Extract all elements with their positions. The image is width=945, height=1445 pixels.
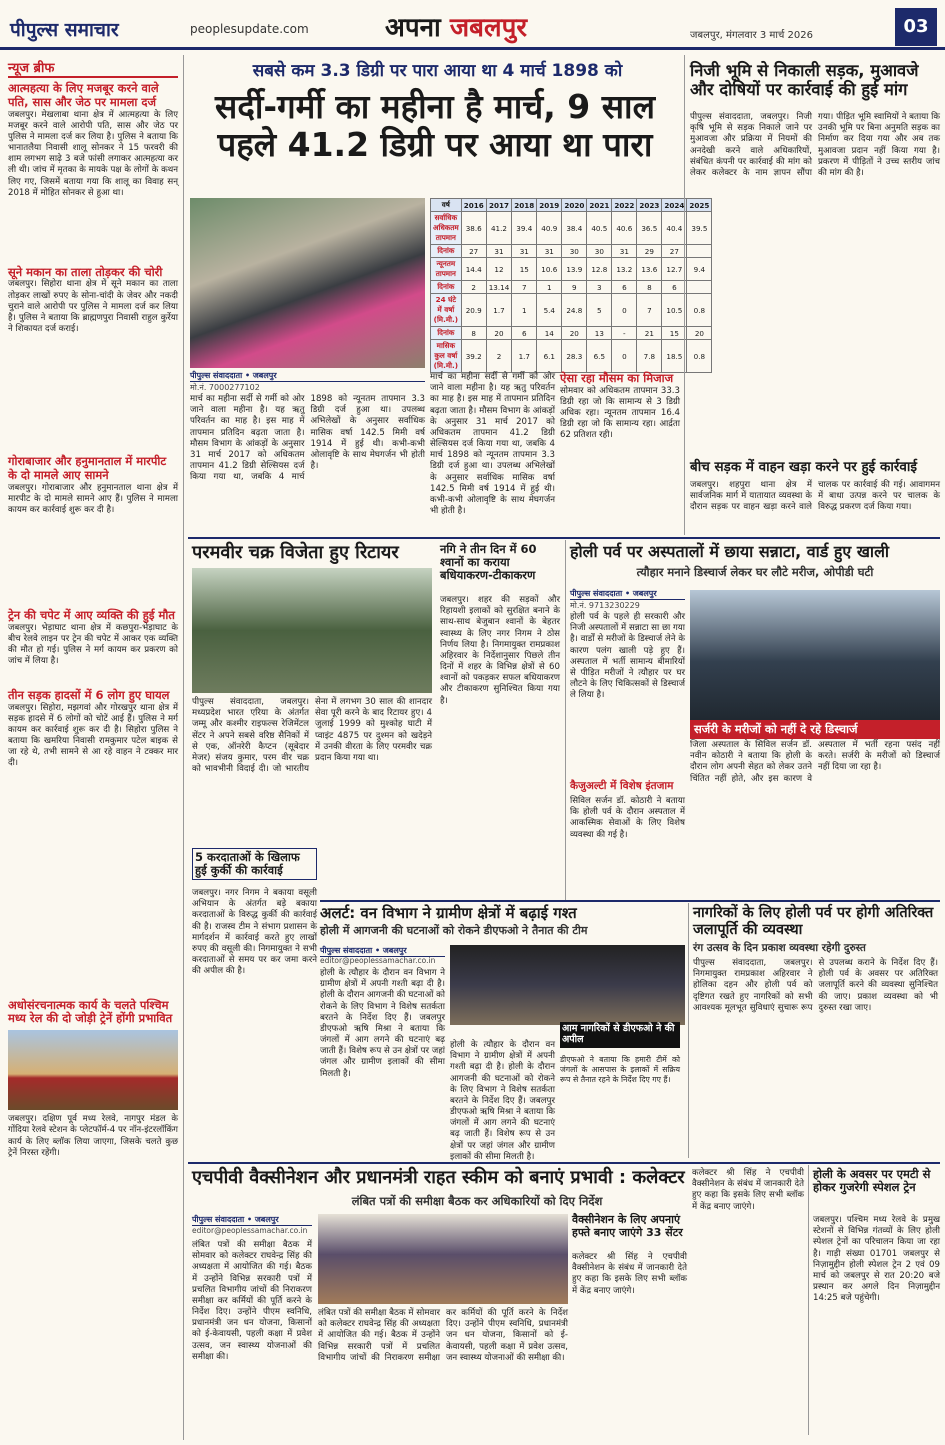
weather-table-cell: 15 [512, 258, 537, 281]
weather-table-cell: 6 [662, 281, 687, 294]
lead-headline-line1: सर्दी-गर्मी का महीना है मार्च, 9 साल [215, 87, 655, 126]
weather-table-row [431, 281, 712, 294]
weather-table-cell: 9.4 [687, 258, 712, 281]
weather-table-cell: 6 [612, 281, 637, 294]
weather-table-cell: 13 [587, 327, 612, 340]
news-brief-label: न्यूज ब्रीफ [8, 58, 178, 78]
weather-table-cell: - [612, 327, 637, 340]
tax-headline: 5 करदाताओं के खिलाफ हुई कुर्की की कार्रवाई [192, 848, 317, 880]
weather-table [430, 198, 712, 373]
lead-byline: पीपुल्स संवाददाता • जबलपुर [190, 370, 425, 382]
brief-headline: गोराबाजार और हनुमानताल में मारपीट के दो मामले आए सामने [8, 454, 167, 483]
weather-table-cell: 31 [612, 245, 637, 258]
weather-table-cell: 0 [612, 340, 637, 373]
weather-table-year: 2023 [637, 199, 662, 212]
weather-table-label: दिनांक [431, 281, 462, 294]
weather-table-year: 2025 [687, 199, 712, 212]
weather-table-cell: 5.4 [537, 294, 562, 327]
hospital-caption: सर्जरी के मरीजों को नहीं दे रहे डिस्चार्ज [690, 720, 940, 739]
collector-byline: पीपुल्स संवाददाता • जबलपुर [192, 1214, 312, 1226]
weather-table-row [431, 245, 712, 258]
hospital-ward-photo [690, 590, 940, 720]
weather-table-cell: 8 [637, 281, 662, 294]
weather-table-year: 2020 [562, 199, 587, 212]
news-brief-column [8, 58, 178, 1438]
weather-side-box [560, 372, 680, 526]
weather-table-cell: 40.5 [587, 212, 612, 245]
weather-table-cell: 8 [461, 327, 486, 340]
weather-table-cell: 15 [662, 327, 687, 340]
weather-table-cell: 2 [461, 281, 486, 294]
section-divider [188, 1162, 940, 1164]
lead-photo [190, 198, 425, 368]
collector-subhead: लंबित पत्रों की समीक्षा बैठक कर अधिकारियों को दिए निर्देश [351, 1194, 603, 1208]
lead-headline-line2: पहले 41.2 डिग्री पर आया था पारा [217, 124, 653, 164]
lead-mobile: मो.नं. 7000277102 [190, 383, 260, 392]
forest-body: होली के त्यौहार के दौरान वन विभाग ने ग्रामीण क्षेत्रों में अपनी गश्ती बढ़ा दी है। होली के दौरान आगजनी की घटनाओं को रोकने के लिए विभाग ने विशेष सतर्कता बरतने के निर्देश दिए हैं। जबलपुर डीएफओ ऋषि मिश्रा ने बताया कि जंगलों में आग लगने की घटनाएं बढ़ जाती हैं। विशेष रूप से उन क्षेत्रों पर जहां जंगल और ग्रामीण इलाकों की सीमा मिलती है। [320, 968, 445, 1079]
weather-table-cell: 31 [486, 245, 512, 258]
weather-table-cell: 1.7 [486, 294, 512, 327]
weather-table-cell: 27 [662, 245, 687, 258]
weather-table-cell: 1 [537, 281, 562, 294]
weather-table-cell: 7 [637, 294, 662, 327]
brief-body: जबलपुर। दक्षिण पूर्व मध्य रेलवे, नागपुर मंडल के गोंदिया रेलवे स्टेशन के प्लेटफॉर्म-4 पर नॉन-इंटरलॉकिंग कार्य के लिए ब्लॉक लिया जाएगा, जिसके चलते कुछ ट्रेनें निरस्त रहेंगी। [8, 1114, 178, 1158]
weather-table-cell: 2 [486, 340, 512, 373]
weather-table-cell: 40.6 [612, 212, 637, 245]
weather-table-cell: 28.3 [562, 340, 587, 373]
column-divider [684, 55, 685, 535]
weather-table-cell: 24.8 [562, 294, 587, 327]
weather-table-cell: 9 [562, 281, 587, 294]
land-sub-headline: बीच सड़क में वाहन खड़ा करने पर हुई कार्रवाई [690, 459, 917, 475]
weather-table-label: दिनांक [431, 327, 462, 340]
weather-table-row [431, 212, 712, 245]
weather-table-year: 2018 [512, 199, 537, 212]
weather-table-cell: 31 [537, 245, 562, 258]
lead-body-cont: मार्च का महीना सर्दी से गर्मी को ओर जाने वाला महीना है। यह ऋतु परिवर्तन का माह है। इस माह में तापमान प्रतिदिन बढ़ता जाता है। मौसम विभाग के आंकड़ों के अनुसार 31 मार्च 2017 को अधिकतम तापमान 41.2 डिग्री सेल्सियस दर्ज किया गया था, जबकि 4 मार्च 1898 को न्यूनतम तापमान 3.3 डिग्री दर्ज हुआ था। उपलब्ध अभिलेखों के अनुसार सर्वाधिक मासिक वर्षा 142.5 मिमी वर्ष 1914 में हुई थी। कभी-कभी ओलावृष्टि के साथ मेघगर्जन भी होती है। [430, 372, 555, 517]
newspaper-logo[interactable]: पीपुल्स समाचार [10, 19, 119, 41]
collector-email: editor@peoplessamachar.co.in [192, 1226, 308, 1235]
weather-table-cell: 27 [461, 245, 486, 258]
column-divider [183, 55, 184, 1440]
land-sub-body: जबलपुर। शहपुरा थाना क्षेत्र में सार्वजनिक मार्ग में यातायात व्यवस्था के दौरान सड़क पर वाहन खड़ा करने वाले चालक पर कार्रवाई की गई। आवागमन में बाधा उत्पन्न करने पर चालक के विरुद्ध प्रकरण दर्ज किया गया। [690, 480, 940, 513]
forest-subhead: होली में आगजनी की घटनाओं को रोकने डीएफओ ने तैनात की टीम [320, 924, 588, 937]
weather-table-cell: 7 [512, 281, 537, 294]
column-divider [565, 540, 566, 900]
weather-table-cell: 12 [486, 258, 512, 281]
water-body: पीपुल्स संवाददाता, जबलपुर। निगमायुक्त रामप्रकाश अहिरवार ने होलिका दहन और होली पर्व को दृष्टिगत रखते हुए नागरिकों को सभी आवश्यक मूलभूत सुविधाएं सुचारू रूप से उपलब्ध कराने के निर्देश दिए हैं। होली पर्व के अवसर पर अतिरिक्त जलापूर्ति करने की व्यवस्था सुनिश्चित की जाए। प्रकाश व्यवस्था को भी दुरुस्त रखा जाए। [693, 958, 938, 1013]
page-title [385, 8, 527, 44]
forest-caption-box [560, 1022, 680, 1048]
weather-table-year: 2022 [612, 199, 637, 212]
hospital-subhead: त्यौहार मनाने डिस्चार्ज लेकर घर लौटे मरीज, ओपीडी घटी [636, 565, 874, 579]
weather-table-cell: 7.8 [637, 340, 662, 373]
weather-table-cell: 29 [637, 245, 662, 258]
land-headline [690, 62, 940, 100]
retire-photo [192, 568, 432, 693]
weather-table-cell: 20 [486, 327, 512, 340]
collector-meeting-photo [318, 1214, 568, 1304]
weather-table-cell: 41.2 [486, 212, 512, 245]
collector-body: लंबित पत्रों की समीक्षा बैठक में सोमवार को कलेक्टर राघवेन्द्र सिंह की अध्यक्षता में आयोजित की गई। बैठक में उन्होंने विभिन्न सरकारी पत्रों में प्रचलित विभागीय जांचों की निराकरण समीक्षा कर कर्मियों की पूर्ति करने के निर्देश दिए। उन्होंने पीएम स्वनिधि, प्रधानमंत्री जन धन योजना, किसानों को ई-केवायसी, पहली कक्षा में प्रवेश उत्सव, जन स्वास्थ्य योजनाओं की समीक्षा की। [192, 1240, 312, 1362]
page-title-a: अपना [385, 13, 441, 43]
weather-table-cell: 20 [562, 327, 587, 340]
weather-table-year: 2024 [662, 199, 687, 212]
lead-headline [190, 88, 680, 164]
weather-table-cell: 13.9 [562, 258, 587, 281]
hospital-headline: होली पर्व पर अस्पतालों में छाया सन्नाटा, वार्ड हुए खाली [570, 542, 890, 561]
brief-headline: अधोसंरचनात्मक कार्य के चलते पश्चिम मध्य रेल की दो जोड़ी ट्रेनें होंगी प्रभावित [8, 997, 173, 1026]
dateline: जबलपुर, मंगलवार 3 मार्च 2026 [690, 30, 813, 41]
weather-table-year: 2021 [587, 199, 612, 212]
land-headline-line1: निजी भूमि से निकाली सड़क, मुआवजे [690, 61, 919, 80]
collector-body-right: कलेक्टर श्री सिंह ने एचपीवी वैक्सीनेशन के संबंध में जानकारी देते हुए कहा कि इसके लिए सभी ब्लॉक में केंद्र बनाए जाएंगे। [692, 1168, 804, 1212]
weather-table-cell: 38.4 [562, 212, 587, 245]
weather-table-cell: 13.14 [486, 281, 512, 294]
weather-table-cell: 0.8 [687, 340, 712, 373]
train-body: जबलपुर। पश्चिम मध्य रेलवे के प्रमुख स्टेशनों से विभिन्न गंतव्यों के लिए होली स्पेशल ट्रेनों का परिचालन किया जा रहा है। गाड़ी संख्या 01701 जबलपुर से निज़ामुद्दीन होली स्पेशल ट्रेन 2 एवं 09 मार्च को जबलपुर से रात 20:20 बजे प्रस्थान कर अगले दिन निज़ामुद्दीन 14:25 बजे पहुंचेगी। [813, 1215, 940, 1304]
weather-table-cell: 1.7 [512, 340, 537, 373]
weather-table-row [431, 327, 712, 340]
weather-table-cell: 14.4 [461, 258, 486, 281]
page-number: 03 [895, 8, 937, 46]
weather-table-cell: 12.7 [662, 258, 687, 281]
land-headline-line2: और दोषियों पर कार्रवाई की हुई मांग [690, 79, 908, 99]
weather-table-cell: 6 [512, 327, 537, 340]
weather-table-cell: 6.5 [587, 340, 612, 373]
weather-table-label: सर्वाधिक अधिकतम तापमान [431, 212, 462, 245]
hospital-byline: पीपुल्स संवाददाता • जबलपुर [570, 588, 685, 600]
brief-body: जबलपुर। सिहोरा, मझगवां और गोरखपुर थाना क्षेत्र में सड़क हादसे में 6 लोगों को चोटें आई हैं। पुलिस ने मर्ग कायम कर कार्रवाई शुरू कर दी है। सिहोरा पुलिस ने बताया कि खमरिया निवासी रामकुमार पटेल बाइक से जा रहे थे, तभी सामने से आ रहे वाहन ने टक्कर मार दी। [8, 702, 178, 769]
weather-table-cell: 20.9 [461, 294, 486, 327]
weather-table-year: 2017 [486, 199, 512, 212]
weather-table-year: वर्ष [431, 199, 462, 212]
tax-body: जबलपुर। नगर निगम ने बकाया वसूली अभियान के अंतर्गत बड़े बकाया करदाताओं के विरुद्ध कुर्की की कार्रवाई की है। राजस्व टीम ने संभाग प्रशासन के मार्गदर्शन में कार्रवाई करते हुए लाखों रुपए की वसूली की। निगमायुक्त ने सभी करदाताओं से समय पर कर जमा करने की अपील की है। [192, 888, 317, 977]
forest-caption-body: डीएफओ ने बताया कि हमारी टीमें को जंगलों के आसपास के इलाकों में सक्रिय रूप से तैनात रहने के निर्देश दिए गए हैं। [560, 1055, 680, 1085]
weather-table-label: न्यूनतम तापमान [431, 258, 462, 281]
column-divider [688, 903, 689, 1158]
weather-side-body: सोमवार को अधिकतम तापमान 33.3 डिग्री रहा जो कि सामान्य से 3 डिग्री अधिक रहा। न्यूनतम तापमान 16.4 डिग्री रहा जो कि सामान्य रहा। आर्द्रता 62 प्रतिशत रही। [560, 385, 680, 441]
weather-table-cell: 40.9 [537, 212, 562, 245]
site-url[interactable]: peoplesupdate.com [190, 22, 309, 36]
dogs-headline: नगि ने तीन दिन में 60 श्वानों का कराया बधियाकरण-टीकाकरण [440, 542, 537, 583]
weather-table-cell: 30 [587, 245, 612, 258]
train-photo [8, 1030, 178, 1110]
weather-table-cell: 39.4 [512, 212, 537, 245]
weather-table-cell: 0 [612, 294, 637, 327]
weather-side-headline: ऐसा रहा मौसम का मिजाज [560, 371, 674, 385]
water-headline: नागरिकों के लिए होली पर्व पर होगी अतिरिक्त जलापूर्ति की व्यवस्था [693, 905, 934, 938]
weather-table-row [431, 340, 712, 373]
weather-table-year: 2016 [461, 199, 486, 212]
collector-sub-body: कलेक्टर श्री सिंह ने एचपीवी वैक्सीनेशन के संबंध में जानकारी देते हुए कहा कि इसके लिए सभी ब्लॉक में केंद्र बनाए जाएंगे। [572, 1252, 687, 1296]
weather-table-cell: 40.4 [662, 212, 687, 245]
weather-table-cell: 39.5 [687, 212, 712, 245]
brief-headline: आत्महत्या के लिए मजबूर करने वाले पति, सास और जेठ पर मामला दर्ज [8, 81, 159, 109]
forest-caption-headline: आम नागरिकों से डीएफओ ने की अपील [562, 1023, 675, 1045]
weather-table-year: 2019 [537, 199, 562, 212]
weather-table-wrap [430, 198, 710, 370]
brief-body: जबलपुर। मेखलाबा थाना क्षेत्र में आत्महत्या के लिए मजबूर करने वाले आरोपी पति, सास और जेठ पर पुलिस ने मामला दर्ज कर लिया है। पुलिस ने बताया कि भानातलैया निवासी शालू सोनकर ने 15 फरवरी की शाम लगभग साढ़े 3 बजे फांसी लगाकर आत्महत्या कर ली थी। जांच में मृतका के मायके पक्ष के लोगों के कथन लिए गए, जिसमें बताया गया कि शालू का विवाह सन् 2018 में मोहित सोनकर से हुआ था। [8, 109, 178, 198]
weather-table-cell: 13.6 [637, 258, 662, 281]
train-headline: होली के अवसर पर एमटी से होकर गुजरेगी स्पेशल ट्रेन [813, 1167, 931, 1195]
hospital-right-body: जिला अस्पताल के सिविल सर्जन डॉ. नवीन कोठारी ने बताया कि होली के दौरान लोग अपनी सेहत को लेकर उतने चिंतित नहीं होते, और इस कारण वे अस्पताल में भर्ती रहना पसंद नहीं करते। सर्जरी के मरीजों को डिस्चार्ज नहीं दिया जा रहा है। [690, 740, 940, 784]
weather-table-cell: 31 [512, 245, 537, 258]
forest-email: editor@peoplessamachar.co.in [320, 956, 436, 965]
brief-headline: तीन सड़क हादसों में 6 लोग हुए घायल [8, 687, 170, 702]
weather-table-cell: 21 [637, 327, 662, 340]
brief-body: जबलपुर। सिहोरा थाना क्षेत्र में सूने मकान का ताला तोड़कर लाखों रुपए के सोना-चांदी के जेवर और नकदी चुराने वाले आरोपी पर पुलिस ने मामला दर्ज कर लिया है। पुलिस ने बताया कि ब्राह्मणपुरा निवासी राहुल कुर्रेया ने शिकायत दर्ज कराई। [8, 279, 178, 335]
forest-body-cont: होली के त्यौहार के दौरान वन विभाग ने ग्रामीण क्षेत्रों में अपनी गश्ती बढ़ा दी है। होली के दौरान आगजनी की घटनाओं को रोकने के लिए विभाग ने विशेष सतर्कता बरतने के निर्देश दिए हैं। जबलपुर डीएफओ ऋषि मिश्रा ने बताया कि जंगलों में आग लगने की घटनाएं बढ़ जाती हैं। विशेष रूप से उन क्षेत्रों पर जहां जंगल और ग्रामीण इलाकों की सीमा मिलती है। [450, 1040, 555, 1162]
retire-body: पीपुल्स संवाददाता, जबलपुर। मध्यप्रदेश भारत एरिया के अंतर्गत जम्मू और कश्मीर राइफल्स रेजिमेंटल सेंटर ने अपने सबसे वरिष्ठ सैनिकों में से एक, ऑनरेरी कैप्टन (सूबेदार मेजर) संजय कुमार, परम वीर चक्र को भावभीनी विदाई दी। जो भारतीय सेना में लगभग 30 साल की शानदार सेवा पूरी करने के बाद रिटायर हुए। 4 जुलाई 1999 को मुश्कोह घाटी में प्वाइंट 4875 पर दुश्मन को खदेड़ने में उनकी वीरता के लिए परमवीर चक्र प्रदान किया गया था। [192, 697, 432, 775]
weather-table-row [431, 294, 712, 327]
weather-table-cell: 39.2 [461, 340, 486, 373]
weather-table-cell: 1 [512, 294, 537, 327]
weather-table-label: दिनांक [431, 245, 462, 258]
section-divider [188, 537, 940, 539]
lead-body: मार्च का महीना सर्दी से गर्मी को ओर जाने वाला महीना है। यह ऋतु परिवर्तन का माह है। इस माह में तापमान प्रतिदिन बढ़ता जाता है। मौसम विभाग के आंकड़ों के अनुसार 31 मार्च 2017 को अधिकतम तापमान 41.2 डिग्री सेल्सियस दर्ज किया गया था, जबकि 4 मार्च 1898 को न्यूनतम तापमान 3.3 डिग्री दर्ज हुआ था। उपलब्ध अभिलेखों के अनुसार सर्वाधिक मासिक वर्षा 142.5 मिमी वर्ष 1914 में हुई थी। कभी-कभी ओलावृष्टि के साथ मेघगर्जन भी होती है। [190, 394, 425, 483]
weather-table-label: 24 घंटे में वर्षा (मि.मी.) [431, 294, 462, 327]
weather-table-cell: 5 [587, 294, 612, 327]
weather-table-label: मासिक कुल वर्षा (मि.मी.) [431, 340, 462, 373]
weather-table-cell: 6.1 [537, 340, 562, 373]
weather-table-cell: 10.5 [662, 294, 687, 327]
brief-headline: सूने मकान का ताला तोड़कर की चोरी [8, 264, 163, 279]
weather-table-cell: 14 [537, 327, 562, 340]
brief-body: जबलपुर। भेड़ाघाट थाना क्षेत्र में कछपुरा-भेड़ाघाट के बीच रेलवे लाइन पर ट्रेन की चपेट में आकर एक व्यक्ति की मौत हो गई। पुलिस ने मर्ग कायम कर प्रकरण को जांच में लिया है। [8, 622, 178, 667]
column-divider [808, 1165, 809, 1435]
weather-table-cell: 0.8 [687, 294, 712, 327]
retire-headline: परमवीर चक्र विजेता हुए रिटायर [192, 542, 399, 563]
collector-sub-headline: वैक्सीनेशन के लिए अपनाएं हफ्ते बनाए जाएंगे 33 सेंटर [572, 1213, 683, 1239]
weather-table-cell: 18.5 [662, 340, 687, 373]
land-body: पीपुल्स संवाददाता, जबलपुर। निजी कृषि भूमि से सड़क निकाले जाने पर मुआवजा और प्रक्रिया में नियमों की अनदेखी करने वाले अधिकारियों, संबंधित कंपनी पर कार्रवाई की मांग को लेकर कलेक्टर के नाम ज्ञापन सौंपा गया। पीड़ित भूमि स्वामियों ने बताया कि उनकी भूमि पर बिना अनुमति सड़क का निर्माण कर दिया गया और अब तक मुआवजा प्रदान नहीं किया गया है। प्रकरण में पीड़ितों ने उच्च स्तरीय जांच की मांग की है। [690, 112, 940, 178]
hospital-mobile: मो.नं. 9713230229 [570, 601, 640, 610]
weather-table-cell: 13.2 [612, 258, 637, 281]
water-subhead: रंग उत्सव के दिन प्रकाश व्यवस्था रहेगी दुरुस्त [693, 942, 866, 954]
weather-table-cell: 12.8 [587, 258, 612, 281]
weather-table-row [431, 258, 712, 281]
hospital-body: होली पर्व के पहले ही सरकारी और निजी अस्पतालों में सन्नाटा सा छा गया है। वार्डों से मरीजों के डिस्चार्ज लेने के कारण पलंग खाली पड़े हुए हैं। अस्पताल में भर्ती सामान्य बीमारियों से पीड़ित मरीजों ने त्यौहार पर घर लौटने के लिए चिकित्सकों से डिस्चार्ज ले लिया है। [570, 612, 685, 701]
hospital-sub-body: सिविल सर्जन डॉ. कोठारी ने बताया कि होली पर्व के दौरान अस्पताल में आकस्मिक सेवाओं के लिए विशेष व्यवस्था की गई है। [570, 796, 685, 840]
weather-table-header [431, 199, 712, 212]
page-title-b: जबलपुर [449, 13, 528, 43]
weather-table-cell: 38.6 [461, 212, 486, 245]
lead-kicker: सबसे कम 3.3 डिग्री पर पारा आया था 4 मार्च 1898 को [252, 61, 623, 81]
forest-team-photo [450, 945, 685, 1025]
weather-table-cell: 20 [687, 327, 712, 340]
section-divider [320, 900, 940, 902]
brief-body: जबलपुर। गोराबाजार और हनुमानताल थाना क्षेत्र में मारपीट के दो मामले सामने आए हैं। पुलिस ने मामला कायम कर कार्रवाई शुरू कर दी है। [8, 482, 178, 516]
weather-table-cell: 30 [562, 245, 587, 258]
weather-table-cell: 36.5 [637, 212, 662, 245]
hospital-sub-headline: कैजुअल्टी में विशेष इंतजाम [570, 780, 674, 792]
weather-table-cell: 3 [587, 281, 612, 294]
forest-byline: पीपुल्स संवाददाता • जबलपुर [320, 945, 445, 957]
collector-headline: एचपीवी वैक्सीनेशन और प्रधानमंत्री राहत स्कीम को बनाएं प्रभावी : कलेक्टर [192, 1167, 685, 1188]
collector-body-cont: लंबित पत्रों की समीक्षा बैठक में सोमवार को कलेक्टर राघवेन्द्र सिंह की अध्यक्षता में आयोजित की गई। बैठक में उन्होंने विभिन्न सरकारी पत्रों में प्रचलित विभागीय जांचों की निराकरण समीक्षा कर कर्मियों की पूर्ति करने के निर्देश दिए। उन्होंने पीएम स्वनिधि, प्रधानमंत्री जन धन योजना, किसानों को ई-केवायसी, पहली कक्षा में प्रवेश उत्सव, जन स्वास्थ्य योजनाओं की समीक्षा की। [318, 1308, 568, 1363]
forest-headline: अलर्ट: वन विभाग ने ग्रामीण क्षेत्रों में बढ़ाई गश्त [320, 904, 577, 922]
dogs-body: जबलपुर। शहर की सड़कों और रिहायशी इलाकों को सुरक्षित बनाने के साथ-साथ बेजुबान श्वानों के बेहतर स्वास्थ्य के लिए नगर निगम ने ठोस निर्णय लिया है। निगमायुक्त रामप्रकाश अहिरवार के निर्देशानुसार पिछले तीन दिनों में शहर के विभिन्न क्षेत्रों से 60 श्वानों को पकड़कर सफल बधियाकरण और टीकाकरण सुनिश्चित किया गया है। [440, 595, 560, 706]
weather-table-cell: 10.6 [537, 258, 562, 281]
brief-headline: ट्रेन की चपेट में आए व्यक्ति की हुई मौत [8, 607, 175, 622]
